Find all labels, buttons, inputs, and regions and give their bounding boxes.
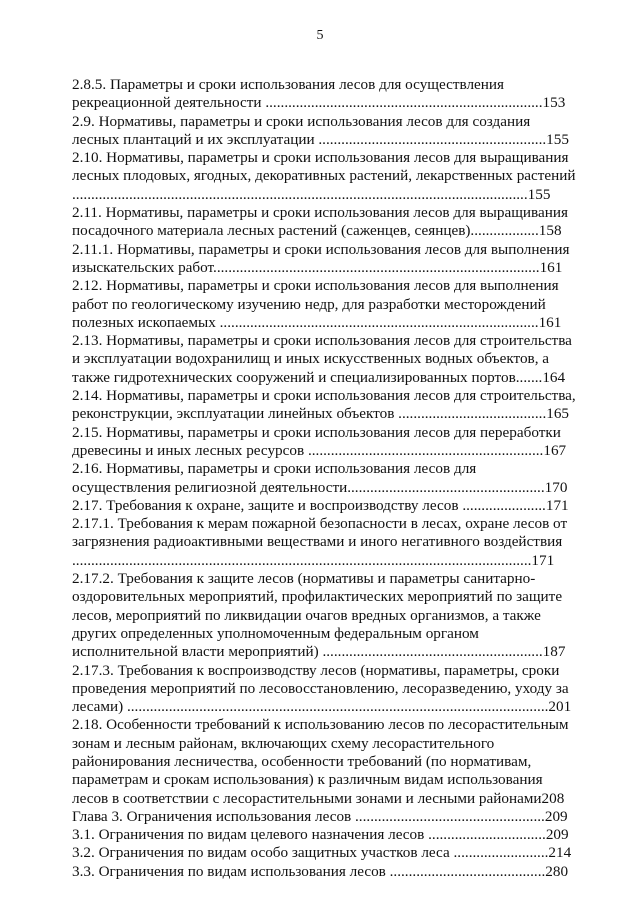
toc-line: и эксплуатации водохранилищ и иных искусственных водных объектов, а (72, 350, 550, 368)
toc-line: 2.17. Требования к охране, защите и воспроизводству лесов ......................171 (72, 496, 569, 514)
toc-line: осуществления религиозной деятельности....................................................170 (72, 478, 568, 496)
toc-line: 2.17.3. Требования к воспроизводству лесов (нормативы, параметры, сроки (72, 661, 560, 679)
toc-line: древесины и иных лесных ресурсов ..............................................................167 (72, 441, 567, 459)
toc-line: лесов в соответствии с лесорастительными зонами и лесными районами208 (72, 789, 565, 807)
toc-line: проведения мероприятий по лесовосстановлению, лесоразведению, уходу за (72, 679, 569, 697)
toc-line: рекреационной деятельности .........................................................................153 (72, 94, 566, 112)
toc-line: также гидротехнических сооружений и специализированных портов.......164 (72, 368, 566, 386)
toc-line: параметрам и срокам использования) к различным видам использования (72, 771, 543, 789)
toc-line: 3.3. Ограничения по видам использования лесов .........................................280 (72, 862, 569, 880)
toc-line: .........................................................................................................................171 (72, 551, 555, 569)
toc-line: 2.14. Нормативы, параметры и сроки использования лесов для строительства, (72, 387, 576, 405)
toc-line: 2.15. Нормативы, параметры и сроки использования лесов для переработки (72, 423, 561, 441)
toc-line: 2.13. Нормативы, параметры и сроки использования лесов для строительства (72, 332, 572, 350)
toc-line: изыскательских работ......................................................................................161 (72, 258, 563, 276)
toc-line: 2.16. Нормативы, параметры и сроки использования лесов для (72, 460, 477, 478)
toc-line: других определенных уполномоченным федеральным органом (72, 624, 479, 642)
toc-line: 2.11.1. Нормативы, параметры и сроки использования лесов для выполнения (72, 240, 570, 258)
toc-line: зонам и лесным районам, включающих схему лесорастительного (72, 734, 495, 752)
toc-line: полезных ископаемых ....................................................................................161 (72, 313, 562, 331)
toc-line: работ по геологическому изучению недр, для разработки месторождений (72, 295, 546, 313)
toc-line: 2.8.5. Параметры и сроки использования лесов для осуществления (72, 76, 505, 93)
toc-line: реконструкции, эксплуатации линейных объектов .......................................165 (72, 405, 570, 423)
toc-line: 2.17.2. Требования к защите лесов (нормативы и параметры санитарно- (72, 570, 536, 588)
toc-line: 2.18. Особенности требований к использованию лесов по лесорастительным (72, 716, 569, 734)
toc-line: оздоровительных мероприятий, профилактических мероприятий по защите (72, 588, 563, 606)
toc-line: лесных плодовых, ягодных, декоративных растений, лекарственных растений (72, 167, 576, 185)
page-number: 5 (316, 28, 324, 43)
toc-line: 2.10. Нормативы, параметры и сроки использования лесов для выращивания (72, 149, 569, 167)
toc-line: 3.1. Ограничения по видам целевого назначения лесов ...............................209 (72, 826, 569, 844)
toc-line: 2.9. Нормативы, параметры и сроки использования лесов для создания (72, 112, 531, 130)
toc-line: лесных плантаций и их эксплуатации ............................................................155 (72, 130, 569, 148)
toc-line: лесами) ...............................................................................................................201 (72, 698, 572, 716)
toc-line: 2.11. Нормативы, параметры и сроки использования лесов для выращивания (72, 204, 568, 222)
table-of-contents (72, 76, 582, 881)
toc-line: 2.17.1. Требования к мерам пожарной безопасности в лесах, охране лесов от (72, 515, 568, 533)
toc-line: 3.2. Ограничения по видам особо защитных участков леса .........................214 (72, 844, 572, 862)
toc-line: ........................................................................................................................155 (72, 185, 551, 203)
toc-line: посадочного материала лесных растений (саженцев, сеянцев)..................158 (72, 222, 562, 240)
toc-line: загрязнения радиоактивными веществами и иного негативного воздействия (72, 533, 563, 551)
toc-line: районирования лесничества, особенности требований (по нормативам, (72, 752, 532, 770)
toc-line: исполнительной власти мероприятий) ..........................................................187 (72, 643, 566, 661)
toc-line: лесов, мероприятий по ликвидации очагов вредных организмов, а также (72, 606, 541, 624)
toc-line: Глава 3. Ограничения использования лесов ..................................................209 (72, 807, 568, 825)
toc-line: 2.12. Нормативы, параметры и сроки использования лесов для выполнения (72, 277, 559, 295)
